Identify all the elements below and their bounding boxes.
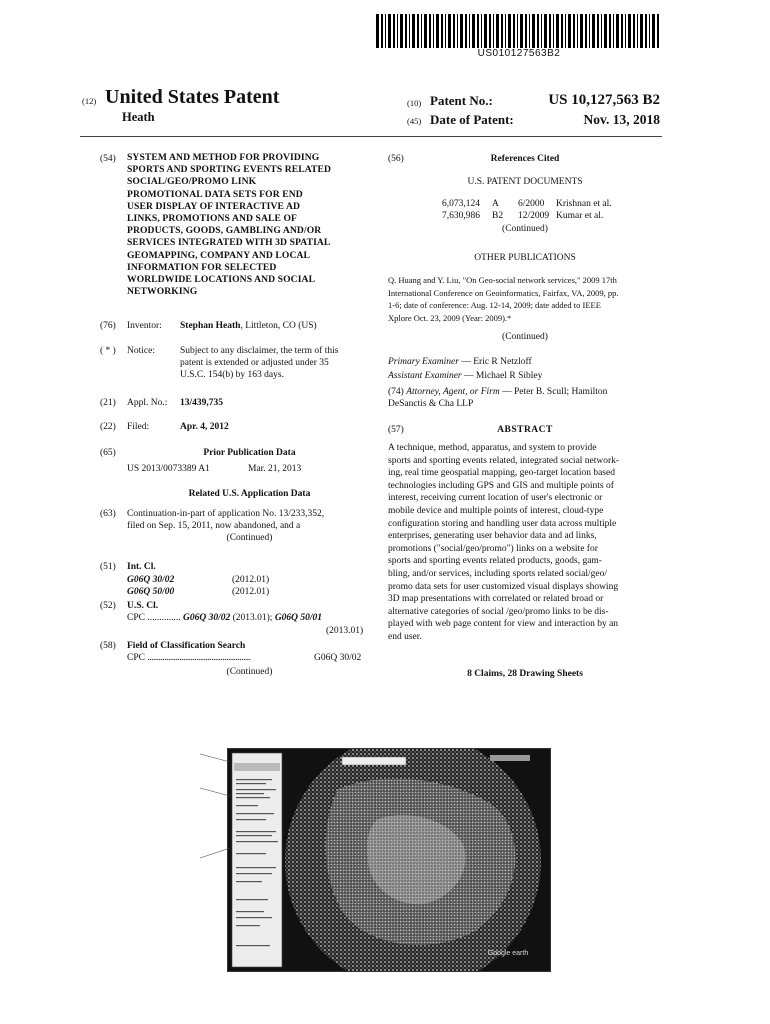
- code-65: (65): [100, 448, 116, 458]
- barcode-bar: [633, 14, 635, 48]
- barcode-bar: [421, 14, 422, 48]
- barcode-graphic: [376, 14, 662, 48]
- barcode-bar: [445, 14, 446, 48]
- assistant-examiner-label: Assistant Examiner: [388, 371, 462, 381]
- code-12: (12): [82, 96, 97, 106]
- barcode-bar: [441, 14, 443, 48]
- title-line: SERVICES INTEGRATED WITH 3D SPATIAL: [127, 237, 331, 249]
- barcode-bar: [429, 14, 431, 48]
- barcode-bar: [568, 14, 571, 48]
- field-cpc-code: G06Q 30/02: [314, 653, 362, 663]
- title-line: INFORMATION FOR SELECTED: [127, 261, 277, 273]
- prior-pub-heading: Prior Publication Data: [203, 448, 296, 458]
- barcode-bar: [585, 14, 587, 48]
- code-45: (45): [407, 116, 422, 126]
- barcode-bar: [556, 14, 559, 48]
- assistant-examiner: [388, 370, 542, 382]
- other-pub-line: International Conference on Geoinformatics, Fairfax, VA, 2009, pp.: [388, 287, 619, 298]
- patent-date: Nov. 13, 2018: [583, 112, 660, 127]
- code-10: (10): [407, 98, 422, 108]
- date-label: Date of Patent:: [430, 112, 514, 127]
- barcode-bar: [544, 14, 547, 48]
- barcode-bar: [640, 14, 643, 48]
- abstract-heading: ABSTRACT: [497, 425, 553, 435]
- barcode-bar: [628, 14, 631, 48]
- barcode-bar: [424, 14, 427, 48]
- us-doc-date: 6/2000: [518, 199, 545, 209]
- other-pub-heading: OTHER PUBLICATIONS: [474, 253, 576, 263]
- cpc-code-2: G06Q 50/01: [274, 613, 323, 623]
- abstract-line: interest, receiving current location of user's electronic or: [388, 493, 603, 504]
- title-line: PRODUCTS, GOODS, GAMBLING AND/OR: [127, 225, 322, 237]
- notice-line: Subject to any disclaimer, the term of this: [180, 346, 339, 356]
- other-pub-text: [388, 274, 664, 324]
- abstract-line: mobile device and multiple points of interest, cloud-type: [388, 505, 604, 516]
- title-line: SOCIAL/GEO/PROMO LINK: [127, 176, 257, 188]
- barcode-bar: [645, 14, 647, 48]
- barcode-bar: [381, 14, 383, 48]
- barcode-bar: [388, 14, 391, 48]
- prior-pub-no: US 2013/0073389 A1: [127, 464, 210, 474]
- barcode-bar: [537, 14, 539, 48]
- code-74: (74): [388, 387, 404, 397]
- abstract-line: promotions ("social/geo/promo") links on a website for: [388, 543, 598, 554]
- barcode-bar: [573, 14, 575, 48]
- other-pub-continued: (Continued): [502, 332, 548, 342]
- abstract-line: promo data sets for user customized visual displays showing: [388, 581, 619, 592]
- us-doc-kind: B2: [492, 211, 504, 221]
- cpc-year-2: (2013.01): [326, 626, 364, 636]
- barcode-bar: [532, 14, 535, 48]
- intcl-label: Int. Cl.: [127, 562, 156, 572]
- figure-leader-lines: [196, 748, 236, 868]
- title-line: USER DISPLAY OF INTERACTIVE AD: [127, 200, 301, 212]
- attorney-line2: DeSanctis & Cha LLP: [388, 399, 474, 410]
- attorney-name: — Peter B. Scull; Hamilton: [502, 387, 608, 397]
- field-continued: (Continued): [226, 667, 273, 677]
- us-doc-row: [442, 210, 662, 222]
- title-line: LINKS, PROMOTIONS AND SALE OF: [127, 213, 298, 225]
- figure-watermark: Google earth: [487, 950, 529, 957]
- barcode-bar: [460, 14, 463, 48]
- barcode-bar: [505, 14, 506, 48]
- related-line: Continuation-in-part of application No. 13/233,352,: [127, 509, 325, 519]
- prior-pub-date: Mar. 21, 2013: [248, 464, 302, 474]
- appl-label: Appl. No.:: [127, 398, 168, 408]
- barcode-bar: [649, 14, 650, 48]
- barcode-bar: [592, 14, 595, 48]
- barcode-bar: [637, 14, 638, 48]
- other-pub-line: Xplore Oct. 23, 2009 (Year: 2009).*: [388, 312, 512, 323]
- abstract-line: ing, real time geospatial mapping, geo-target location based: [388, 468, 615, 479]
- barcode-bar: [513, 14, 515, 48]
- us-docs-continued: (Continued): [502, 224, 548, 234]
- barcode-bar: [553, 14, 554, 48]
- title-line: SPORTS AND SPORTING EVENTS RELATED: [127, 164, 332, 176]
- barcode-bar: [453, 14, 455, 48]
- barcode-bar: [652, 14, 655, 48]
- refs-heading: References Cited: [490, 154, 560, 164]
- filed-label: Filed:: [127, 422, 150, 432]
- barcode-bar: [580, 14, 583, 48]
- barcode-bar: [484, 14, 487, 48]
- barcode-bar: [565, 14, 566, 48]
- related-text: [127, 508, 372, 545]
- doc-type-title: United States Patent: [105, 86, 280, 108]
- abstract-line: A technique, method, apparatus, and system to provide: [388, 443, 597, 453]
- intcl-code: G06Q 30/02: [127, 575, 175, 585]
- patent-title: [127, 152, 372, 298]
- barcode-bar: [489, 14, 491, 48]
- field-search-label: Field of Classification Search: [127, 641, 246, 651]
- barcode-bar: [508, 14, 511, 48]
- other-pub-line: 1-6; date of conference: Aug. 12-14, 2009; date added to IEEE: [388, 300, 601, 310]
- barcode-bar: [465, 14, 467, 48]
- primary-examiner-name: — Eric R Netzloff: [461, 357, 532, 367]
- abstract-line: enterprises, generating user behavior data and ad links,: [388, 531, 597, 542]
- cpc-line: [127, 612, 372, 624]
- barcode-bar: [493, 14, 494, 48]
- barcode-bar: [597, 14, 599, 48]
- inventor-location: , Littleton, CO (US): [240, 321, 317, 331]
- abstract-line: end user.: [388, 631, 422, 642]
- appl-no: 13/439,735: [180, 398, 224, 408]
- attorney-label: Attorney, Agent, or Firm: [406, 387, 500, 397]
- abstract-line: technologies including GPS and GIS and multiple points of: [388, 480, 614, 491]
- us-doc-name: Kumar et al.: [556, 211, 604, 221]
- primary-examiner-label: Primary Examiner: [388, 357, 459, 367]
- us-doc-row: [442, 198, 662, 210]
- patent-no: US 10,127,563 B2: [548, 92, 660, 108]
- us-doc-date: 12/2009: [518, 211, 550, 221]
- cpc-label: CPC: [127, 613, 145, 623]
- code-52: (52): [100, 601, 116, 611]
- field-cpc-label: CPC: [127, 653, 145, 663]
- title-line: WORLDWIDE LOCATIONS AND SOCIAL: [127, 274, 316, 286]
- barcode-bar: [436, 14, 439, 48]
- inventor-entry: [180, 320, 317, 332]
- inventor-label: Inventor:: [127, 321, 162, 331]
- barcode-bar: [525, 14, 527, 48]
- barcode-bar: [469, 14, 470, 48]
- abstract-line: played with web page content for view and interaction by an: [388, 619, 619, 630]
- intcl-year: (2012.01): [232, 575, 270, 585]
- drawing-figure: [227, 748, 551, 972]
- barcode-bar: [496, 14, 499, 48]
- barcode-bar: [412, 14, 415, 48]
- barcode-bar: [657, 14, 659, 48]
- barcode-bar: [604, 14, 607, 48]
- barcode-bar: [520, 14, 523, 48]
- barcode-bar: [577, 14, 578, 48]
- barcode-bar: [616, 14, 619, 48]
- barcode-bar: [601, 14, 602, 48]
- header-divider: [80, 136, 662, 137]
- code-63: (63): [100, 509, 116, 519]
- abstract-text: [388, 442, 664, 644]
- intcl-year: (2012.01): [232, 587, 270, 597]
- barcode-bar: [376, 14, 379, 48]
- primary-examiner: [388, 356, 532, 368]
- cpc-year-1: (2013.01);: [232, 613, 273, 623]
- title-line: GEOMAPPING, COMPANY AND LOCAL: [127, 249, 311, 261]
- inventor-name: Stephan Heath: [180, 321, 241, 331]
- barcode-bar: [409, 14, 410, 48]
- us-doc-name: Krishnan et al.: [556, 199, 612, 209]
- attorney: [388, 386, 664, 410]
- filed-date: Apr. 4, 2012: [180, 422, 229, 432]
- barcode-bar: [448, 14, 451, 48]
- other-pub-line: Q. Huang and Y. Liu, "On Geo-social network services," 2009 17th: [388, 275, 617, 285]
- code-56: (56): [388, 154, 404, 164]
- notice-label: Notice:: [127, 346, 155, 356]
- barcode-bar: [517, 14, 518, 48]
- barcode-bar: [501, 14, 503, 48]
- abstract-line: sports and sporting events related products, goods, gam-: [388, 556, 602, 567]
- uscl-label: U.S. Cl.: [127, 601, 159, 611]
- cpc-dots: ..............: [147, 613, 181, 623]
- barcode-bar: [393, 14, 395, 48]
- barcode-number: US010127563B2: [477, 48, 561, 59]
- barcode-bar: [457, 14, 458, 48]
- title-line: PROMOTIONAL DATA SETS FOR END: [127, 188, 303, 200]
- barcode-bar: [621, 14, 623, 48]
- barcode: [376, 14, 662, 48]
- barcode-bar: [477, 14, 479, 48]
- notice-line: U.S.C. 154(b) by 163 days.: [180, 370, 284, 381]
- barcode-bar: [613, 14, 614, 48]
- barcode-bar: [541, 14, 542, 48]
- barcode-bar: [529, 14, 530, 48]
- code-57: (57): [388, 425, 404, 435]
- cpc-code-1: G06Q 30/02: [182, 613, 231, 623]
- code-76: (76): [100, 321, 116, 331]
- intcl-code: G06Q 50/00: [127, 587, 175, 597]
- abstract-line: sports and sporting events related, integrated social network-: [388, 455, 620, 466]
- notice-text: [180, 345, 370, 382]
- barcode-bar: [549, 14, 551, 48]
- us-doc-kind: A: [492, 199, 499, 209]
- barcode-bar: [433, 14, 434, 48]
- barcode-bar: [609, 14, 611, 48]
- title-line: NETWORKING: [127, 286, 198, 298]
- related-line: filed on Sep. 15, 2011, now abandoned, and a: [127, 521, 301, 532]
- claims-summary: 8 Claims, 28 Drawing Sheets: [467, 669, 583, 679]
- abstract-line: alternative categories of social /geo/promo links to be dis-: [388, 606, 609, 617]
- code-notice: ( * ): [100, 346, 116, 356]
- abstract-line: bling, and/or services, including sports related social/geo/: [388, 568, 607, 579]
- barcode-bar: [481, 14, 482, 48]
- code-22: (22): [100, 422, 116, 432]
- barcode-bar: [625, 14, 626, 48]
- barcode-bar: [589, 14, 590, 48]
- notice-line: patent is extended or adjusted under 35: [180, 358, 329, 369]
- code-58: (58): [100, 641, 116, 651]
- barcode-bar: [561, 14, 563, 48]
- assistant-examiner-name: — Michael R Sibley: [464, 371, 543, 381]
- barcode-bar: [405, 14, 407, 48]
- us-docs-heading: U.S. PATENT DOCUMENTS: [467, 177, 583, 187]
- us-doc-no: 7,630,986: [442, 211, 480, 221]
- code-21: (21): [100, 398, 116, 408]
- related-heading: Related U.S. Application Data: [188, 489, 311, 499]
- us-doc-no: 6,073,124: [442, 199, 480, 209]
- inventor-short: Heath: [122, 110, 155, 124]
- barcode-bar: [400, 14, 403, 48]
- barcode-bar: [417, 14, 419, 48]
- field-dots: .......................................................: [147, 653, 251, 663]
- code-51: (51): [100, 562, 116, 572]
- figure-graphic: [228, 749, 550, 971]
- barcode-bar: [397, 14, 398, 48]
- patent-no-label: Patent No.:: [430, 93, 493, 108]
- abstract-line: configuration storing and handling user data across multiple: [388, 518, 617, 529]
- barcode-bar: [385, 14, 386, 48]
- code-54: (54): [100, 154, 116, 164]
- barcode-bar: [472, 14, 475, 48]
- abstract-line: 3D map presentations with correlated or related broad or: [388, 594, 604, 605]
- title-line: SYSTEM AND METHOD FOR PROVIDING: [127, 152, 320, 163]
- related-continued: (Continued): [226, 533, 273, 544]
